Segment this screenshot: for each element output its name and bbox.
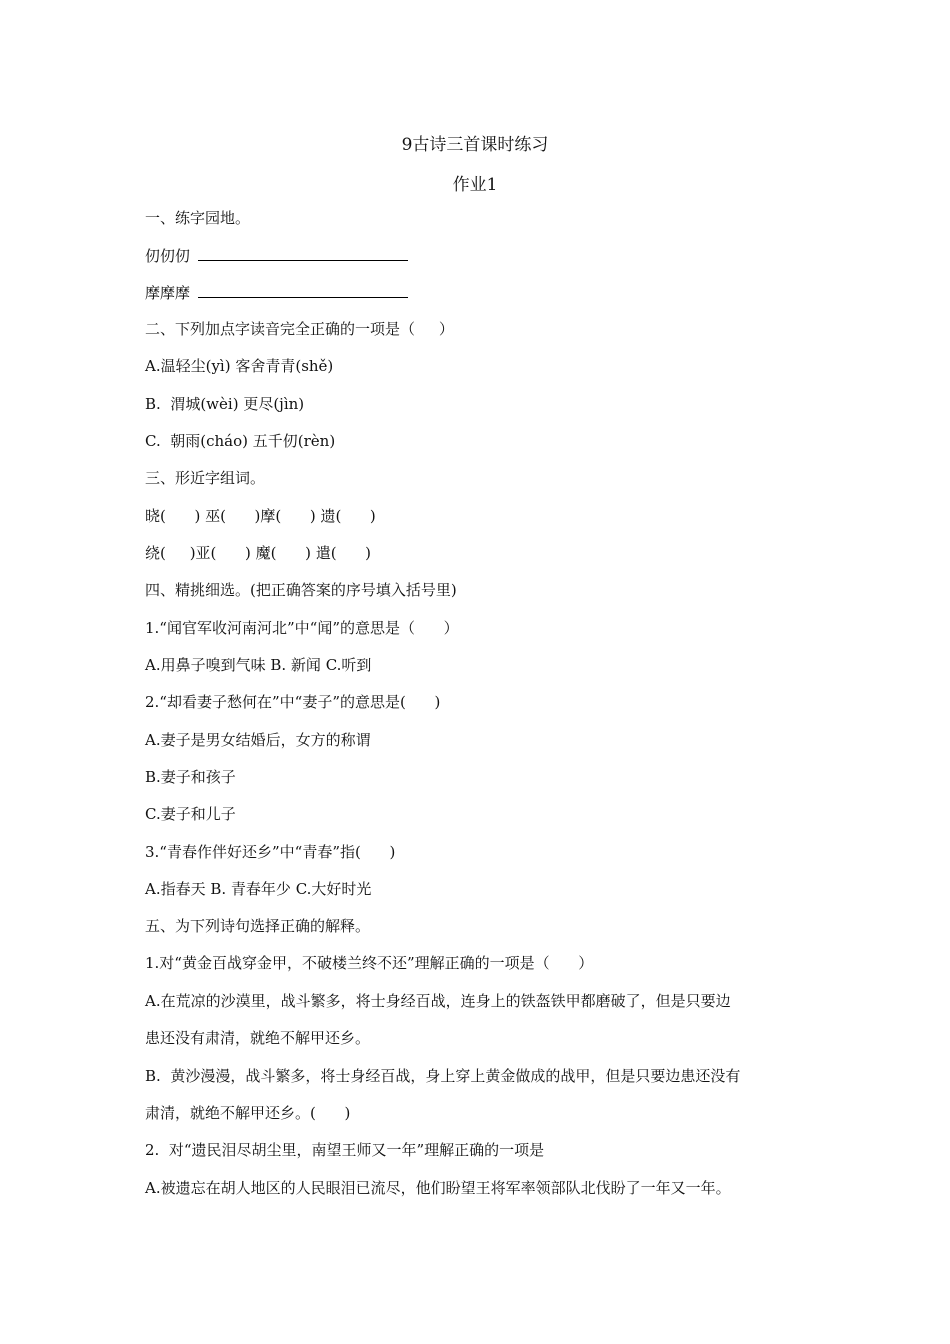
question-2-option-a: A.妻子是男女结婚后，女方的称谓: [145, 731, 371, 749]
section-5-heading: 五、为下列诗句选择正确的解释。: [145, 917, 371, 935]
option-c: C. 朝雨(cháo) 五千仞(rèn): [145, 432, 336, 450]
section-5-option-a-line-1: A.在荒凉的沙漠里，战斗繁多，将士身经百战，连身上的铁盔铁甲都磨破了，但是只要边: [145, 992, 731, 1010]
section-5-question-2: 2. 对“遗民泪尽胡尘里，南望王师又一年”理解正确的一项是: [145, 1141, 545, 1159]
option-a: A.温轻尘(yì) 客舍青青(shě): [145, 357, 334, 375]
writing-blank-1[interactable]: [198, 245, 408, 261]
question-3-options: A.指春天 B. 青春年少 C.大好时光: [145, 880, 372, 898]
section-2-heading: 二、下列加点字读音完全正确的一项是（ ）: [145, 320, 454, 338]
section-5-option-a-line-2: 患还没有肃清，就绝不解甲还乡。: [145, 1029, 371, 1047]
section-5-question-1: 1.对“黄金百战穿金甲，不破楼兰终不还”理解正确的一项是（ ）: [145, 954, 594, 972]
practice-chars-1: 仞仞仞: [145, 247, 191, 265]
document-title: 9古诗三首课时练习: [401, 135, 549, 155]
section-3-heading: 三、形近字组词。: [145, 469, 266, 487]
question-2-option-c: C.妻子和儿子: [145, 805, 236, 823]
question-1: 1.“闻官军收河南河北”中“闻”的意思是（ ）: [145, 619, 459, 637]
section-1-heading: 一、练字园地。: [145, 209, 251, 227]
practice-line-2: [145, 282, 408, 303]
section-5-option-b-line-1: B. 黄沙漫漫，战斗繁多，将士身经百战，身上穿上黄金做成的战甲，但是只要边患还没有: [145, 1067, 741, 1085]
word-group-row-2: 绕( )亚( ) 魔( ) 遣( ): [145, 544, 372, 562]
section-5-option-b-line-2: 肃清，就绝不解甲还乡。( ): [145, 1104, 351, 1122]
question-2: 2.“却看妻子愁何在”中“妻子”的意思是( ): [145, 693, 441, 711]
writing-blank-2[interactable]: [198, 282, 408, 298]
practice-chars-2: 摩摩摩: [145, 284, 191, 302]
practice-line-1: [145, 245, 408, 266]
question-1-options: A.用鼻子嗅到气味 B. 新闻 C.听到: [145, 656, 372, 674]
question-2-option-b: B.妻子和孩子: [145, 768, 236, 786]
document-subtitle: 作业1: [452, 175, 498, 195]
question-3: 3.“青春作伴好还乡”中“青春”指( ): [145, 843, 396, 861]
section-4-heading: 四、精挑细选。(把正确答案的序号填入括号里): [145, 581, 457, 599]
word-group-row-1: 晓( ) 巫( )摩( ) 遗( ): [145, 507, 376, 525]
option-b: B. 渭城(wèi) 更尽(jìn): [145, 395, 305, 413]
section-5-question-2-option-a: A.被遗忘在胡人地区的人民眼泪已流尽，他们盼望王将军率领部队北伐盼了一年又一年。: [145, 1179, 731, 1197]
